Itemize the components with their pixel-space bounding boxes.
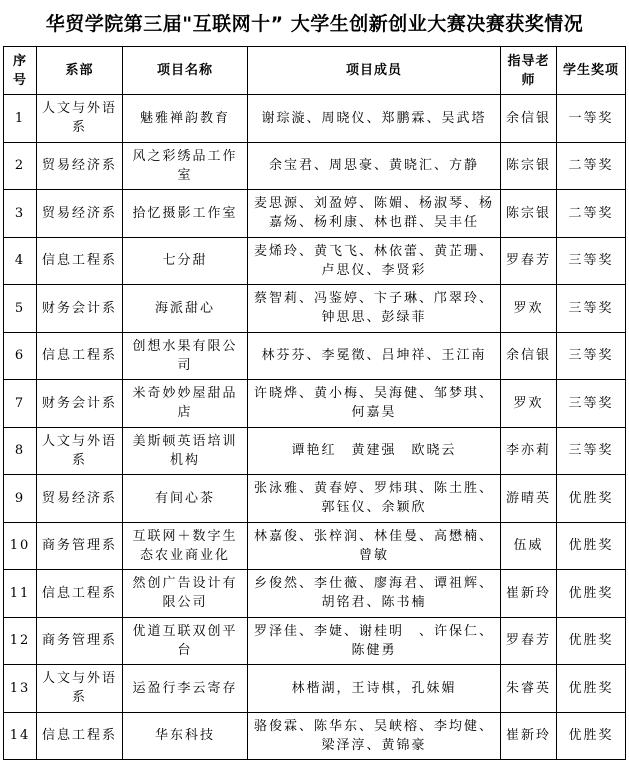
header-project: 项目名称 <box>123 47 248 95</box>
row-number: 8 <box>4 427 37 475</box>
row-number: 11 <box>4 570 37 618</box>
award-cell: 二等奖 <box>557 142 626 190</box>
project-name-cell: 魅雅褝韵教育 <box>123 95 248 143</box>
advisor-cell: 罗欢 <box>501 380 557 428</box>
table-row <box>4 285 626 333</box>
department-cell: 贸易经济系 <box>37 190 123 238</box>
row-number: 3 <box>4 190 37 238</box>
row-number: 14 <box>4 712 37 760</box>
award-cell: 三等奖 <box>557 237 626 285</box>
row-number: 2 <box>4 142 37 190</box>
header-advisor: 指导老师 <box>501 47 557 95</box>
table-row <box>4 665 626 713</box>
advisor-cell: 游晴英 <box>501 475 557 523</box>
project-name-cell: 风之彩绣品工作室 <box>123 142 248 190</box>
advisor-cell: 李亦莉 <box>501 427 557 475</box>
advisor-cell: 罗春芳 <box>501 617 557 665</box>
project-name-cell: 七分甜 <box>123 237 248 285</box>
page-title: 华贸学院第三届"互联网十” 大学生创新创业大赛决赛获奖情况 <box>45 12 584 35</box>
members-cell: 麦烯玲、黄飞飞、林依蕾、黄芷珊、卢思仪、李贤彩 <box>248 237 501 285</box>
table-row <box>4 427 626 475</box>
advisor-cell: 陈宗银 <box>501 190 557 238</box>
project-name-cell: 互联网＋数字生态农业商业化 <box>123 522 248 570</box>
row-number: 13 <box>4 665 37 713</box>
table-row <box>4 380 626 428</box>
advisor-cell: 伍威 <box>501 522 557 570</box>
advisor-cell: 朱睿英 <box>501 665 557 713</box>
advisor-cell: 崔新玲 <box>501 570 557 618</box>
table-body <box>4 95 626 760</box>
department-cell: 人文与外语系 <box>37 665 123 713</box>
row-number: 6 <box>4 332 37 380</box>
award-cell: 优胜奖 <box>557 617 626 665</box>
members-cell: 谢琮漩、周晓仪、郑鹏霖、吴武塔 <box>248 95 501 143</box>
members-cell: 罗泽佳、李婕、谢桂明 、许保仁、陈健勇 <box>248 617 501 665</box>
members-cell: 蔡智莉、冯鉴婷、卞子琳、邝翠玲、钟思思、彭绿菲 <box>248 285 501 333</box>
department-cell: 商务管理系 <box>37 617 123 665</box>
members-cell: 余宝君、周思豪、黄晓汇、方静 <box>248 142 501 190</box>
table-row <box>4 332 626 380</box>
department-cell: 财务会计系 <box>37 380 123 428</box>
members-cell: 谭艳红 黄建强 欧晓云 <box>248 427 501 475</box>
members-cell: 乡俊然、李仕薇、廖海君、谭祖辉、胡铭君、陈书楠 <box>248 570 501 618</box>
award-cell: 三等奖 <box>557 332 626 380</box>
award-cell: 二等奖 <box>557 190 626 238</box>
advisor-cell: 陈宗银 <box>501 142 557 190</box>
members-cell: 张泳雅、黄春婷、罗炜琪、陈土胜、郭钰仪、余颖欣 <box>248 475 501 523</box>
department-cell: 信息工程系 <box>37 570 123 618</box>
row-number: 4 <box>4 237 37 285</box>
members-cell: 林嘉俊、张梓润、林佳曼、高懋楠、曾敏 <box>248 522 501 570</box>
row-number: 5 <box>4 285 37 333</box>
members-cell: 许晓烨、黄小梅、吴海健、邹梦琪、何嘉昊 <box>248 380 501 428</box>
row-number: 10 <box>4 522 37 570</box>
header-no: 序号 <box>4 47 37 95</box>
header-row <box>4 47 626 95</box>
award-cell: 优胜奖 <box>557 665 626 713</box>
award-cell: 优胜奖 <box>557 570 626 618</box>
advisor-cell: 罗春芳 <box>501 237 557 285</box>
project-name-cell: 优道互联双创平台 <box>123 617 248 665</box>
project-name-cell: 运盈行李云寄存 <box>123 665 248 713</box>
department-cell: 人文与外语系 <box>37 427 123 475</box>
members-cell: 林芬芬、李冕徵、吕坤祥、王江南 <box>248 332 501 380</box>
row-number: 7 <box>4 380 37 428</box>
project-name-cell: 海派甜心 <box>123 285 248 333</box>
table-row <box>4 712 626 760</box>
project-name-cell: 拾忆摄影工作室 <box>123 190 248 238</box>
award-cell: 一等奖 <box>557 95 626 143</box>
advisor-cell: 余信银 <box>501 332 557 380</box>
department-cell: 信息工程系 <box>37 237 123 285</box>
members-cell: 骆俊霖、陈华东、吴峡榕、李均健、梁泽淳、黄锦豪 <box>248 712 501 760</box>
award-cell: 三等奖 <box>557 285 626 333</box>
advisor-cell: 崔新玲 <box>501 712 557 760</box>
project-name-cell: 华东科技 <box>123 712 248 760</box>
row-number: 1 <box>4 95 37 143</box>
department-cell: 商务管理系 <box>37 522 123 570</box>
department-cell: 信息工程系 <box>37 332 123 380</box>
table-row <box>4 142 626 190</box>
header-dept: 系部 <box>37 47 123 95</box>
table-row <box>4 522 626 570</box>
advisor-cell: 余信银 <box>501 95 557 143</box>
department-cell: 财务会计系 <box>37 285 123 333</box>
table-row <box>4 190 626 238</box>
project-name-cell: 创想水果有限公司 <box>123 332 248 380</box>
awards-table <box>3 46 626 760</box>
header-award: 学生奖项 <box>557 47 626 95</box>
award-cell: 三等奖 <box>557 427 626 475</box>
table-row <box>4 475 626 523</box>
award-cell: 优胜奖 <box>557 522 626 570</box>
project-name-cell: 然创广告设计有限公司 <box>123 570 248 618</box>
row-number: 12 <box>4 617 37 665</box>
advisor-cell: 罗欢 <box>501 285 557 333</box>
header-members: 项目成员 <box>248 47 501 95</box>
table-row <box>4 617 626 665</box>
table-row <box>4 95 626 143</box>
row-number: 9 <box>4 475 37 523</box>
members-cell: 麦思源、刘盈婷、陈媚、杨淑琴、杨嘉炀、杨利康、林也群、吴丰任 <box>248 190 501 238</box>
table-row <box>4 570 626 618</box>
project-name-cell: 美斯顿英语培训机构 <box>123 427 248 475</box>
department-cell: 贸易经济系 <box>37 475 123 523</box>
members-cell: 林楷湖，王诗棋，孔妹媚 <box>248 665 501 713</box>
department-cell: 信息工程系 <box>37 712 123 760</box>
project-name-cell: 有间心茶 <box>123 475 248 523</box>
department-cell: 人文与外语系 <box>37 95 123 143</box>
table-row <box>4 237 626 285</box>
award-cell: 三等奖 <box>557 380 626 428</box>
award-cell: 优胜奖 <box>557 712 626 760</box>
award-cell: 优胜奖 <box>557 475 626 523</box>
project-name-cell: 米奇妙妙屋甜品店 <box>123 380 248 428</box>
department-cell: 贸易经济系 <box>37 142 123 190</box>
